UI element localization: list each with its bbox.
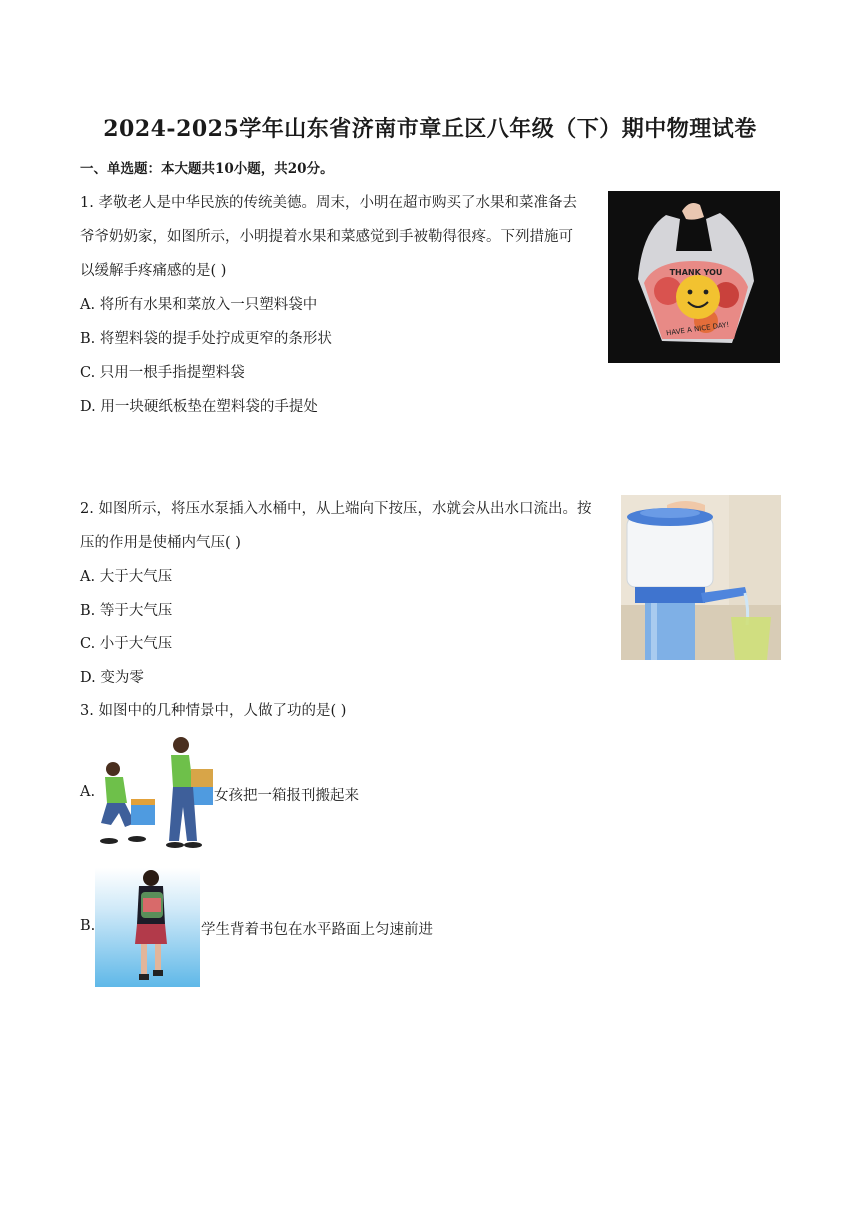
q1-option-b: B. 将塑料袋的提手处拧成更窄的条形状 <box>80 331 332 347</box>
water-pump-image <box>621 495 781 660</box>
q2-option-b: B. 等于大气压 <box>80 603 173 619</box>
student-walking-image <box>95 868 200 987</box>
bag-print-top: THANK YOU <box>669 268 723 277</box>
q1-option-c: C. 只用一根手指提塑料袋 <box>80 365 245 381</box>
section-heading: 一、单选题：本大题共10小题，共20分。 <box>80 161 334 177</box>
q3-stem: 3. 如图中的几种情景中，人做了功的是( ) <box>80 703 347 719</box>
q1-stem-line-3: 以缓解手疼痛感的是( ) <box>80 263 227 279</box>
q1-option-a: A. 将所有水果和菜放入一只塑料袋中 <box>80 297 318 313</box>
q3-option-a-text: 女孩把一箱报刊搬起来 <box>214 788 359 804</box>
q2-stem-line-2: 压的作用是使桶内气压( ) <box>80 535 241 551</box>
plastic-bag-image <box>608 191 780 363</box>
q2-option-c: C. 小于大气压 <box>80 636 173 652</box>
q1-option-d: D. 用一块硬纸板垫在塑料袋的手提处 <box>80 399 318 415</box>
q3-option-a-letter: A. <box>80 784 96 800</box>
bag-print-bottom: HAVE A NICE DAY! <box>665 320 730 338</box>
q2-option-d: D. 变为零 <box>80 670 144 686</box>
q1-stem-line-2: 爷爷奶奶家，如图所示，小明提着水果和菜感觉到手被勒得很疼。下列措施可 <box>80 229 573 245</box>
q1-stem-line-1: 1. 孝敬老人是中华民族的传统美德。周末，小明在超市购买了水果和菜准备去 <box>80 195 577 211</box>
q2-stem-line-1: 2. 如图所示，将压水泵插入水桶中，从上端向下按压，水就会从出水口流出。按 <box>80 501 592 517</box>
q2-option-a: A. 大于大气压 <box>80 569 173 585</box>
q3-option-b-letter: B. <box>80 918 96 934</box>
q3-option-b-text: 学生背着书包在水平路面上匀速前进 <box>201 922 433 938</box>
girl-lifting-box-image <box>95 733 213 850</box>
page-title: 2024-2025学年山东省济南市章丘区八年级（下）期中物理试卷 <box>103 116 757 142</box>
